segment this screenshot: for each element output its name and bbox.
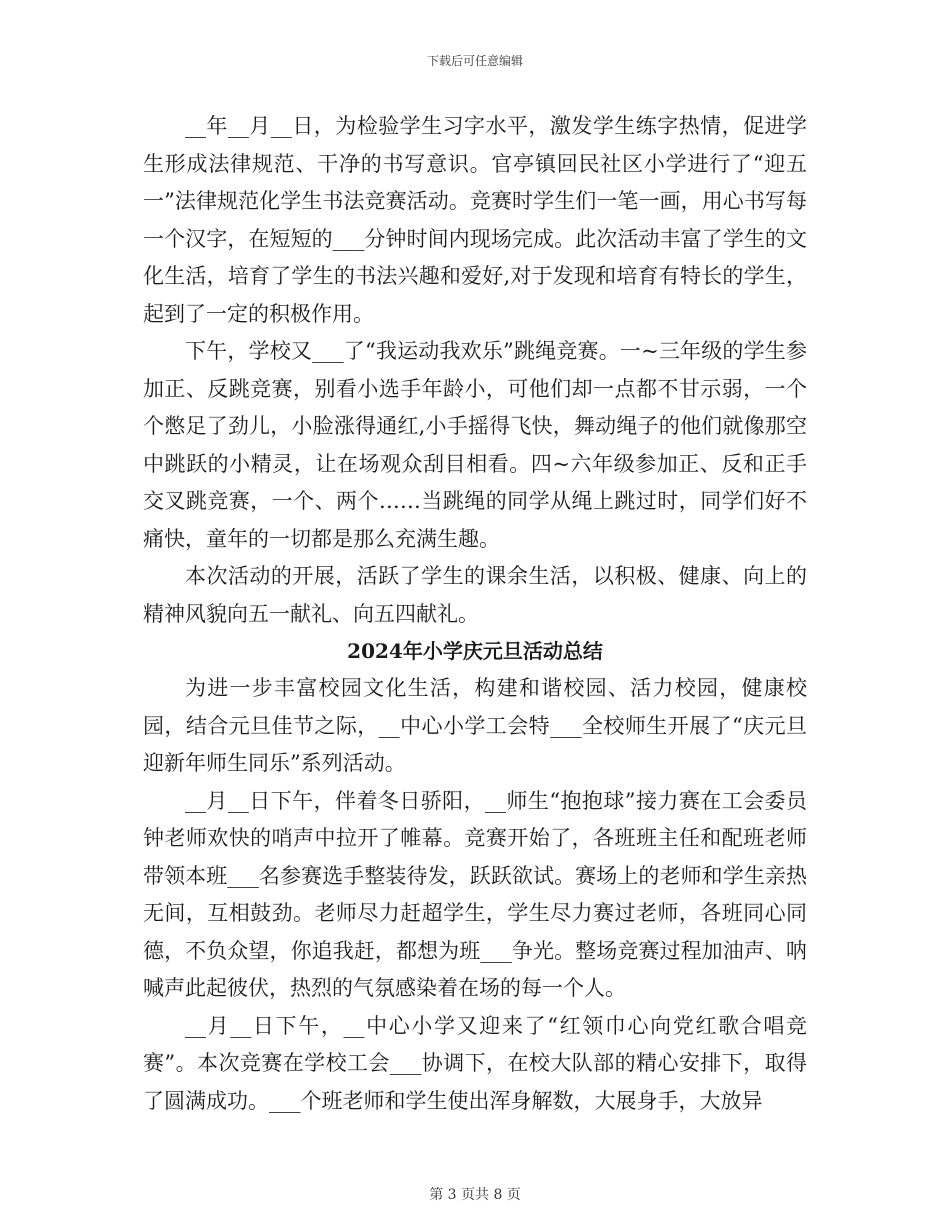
paragraph-calligraphy-contest: __年__月__日，为检验学生习字水平，激发学生练字热情，促进学生形成法律规范、干净的书写意识。官亭镇回民社区小学进行了“迎五一”法律规范化学生书法竞赛活动。竞赛时学生们一笔一画，用心书写每一个汉字，在短短的___分钟时间内现场完成。此次活动丰富了学生的文化生活，培育了学生的书法兴趣和爱好,对于发现和培育有特长的学生，起到了一定的积极作用。 <box>143 114 807 326</box>
section-title: 2024年小学庆元旦活动总结 <box>347 639 603 663</box>
paragraph-ball-relay: __月__日下午，伴着冬日骄阳，__师生“抱抱球”接力赛在工会委员钟老师欢快的哨声中拉开了帷幕。竞赛开始了，各班班主任和配班老师带领本班___名参赛选手整装待发，跃跃欲试。赛场上的老师和学生亲热无间，互相鼓劲。老师尽力赶超学生，学生尽力赛过老师，各班同心同德，不负众望，你追我赶，都想为班___争光。整场竞赛过程加油声、呐喊声此起彼伏，热烈的气氛感染着在场的每一个人。 <box>143 788 807 1000</box>
paragraph-activity-summary: 本次活动的开展，活跃了学生的课余生活，以积极、健康、向上的精神风貌向五一献礼、向五四献礼。 <box>143 564 807 626</box>
paragraph-jump-rope-contest: 下午，学校又___了“我运动我欢乐”跳绳竞赛。一~三年级的学生参加正、反跳竞赛，别看小选手年龄小，可他们却一点都不甘示弱，一个个憋足了劲儿，小脸涨得通红,小手摇得飞快，舞动绳子的他们就像那空中跳跃的小精灵，让在场观众刮目相看。四~六年级参加正、反和正手交叉跳竞赛，一个、两个……当跳绳的同学从绳上跳过时，同学们好不痛快，童年的一切都是那么充满生趣。 <box>143 339 807 551</box>
paragraph-new-year-intro: 为进一步丰富校园文化生活，构建和谐校园、活力校园，健康校园，结合元旦佳节之际，__中心小学工会特___全校师生开展了“庆元旦迎新年师生同乐”系列活动。 <box>143 676 807 775</box>
page-header: 下载后可任意编辑 <box>426 54 523 68</box>
document-body <box>143 108 807 1120</box>
page-footer: 第 3 页共 8 页 <box>429 1187 521 1203</box>
paragraph-choir-contest: __月__日下午，__中心小学又迎来了“红领巾心向党红歌合唱竞赛”。本次竞赛在学校工会___协调下，在校大队部的精心安排下，取得了圆满成功。___个班老师和学生使出浑身解数，大展身手，大放异 <box>143 1013 807 1113</box>
